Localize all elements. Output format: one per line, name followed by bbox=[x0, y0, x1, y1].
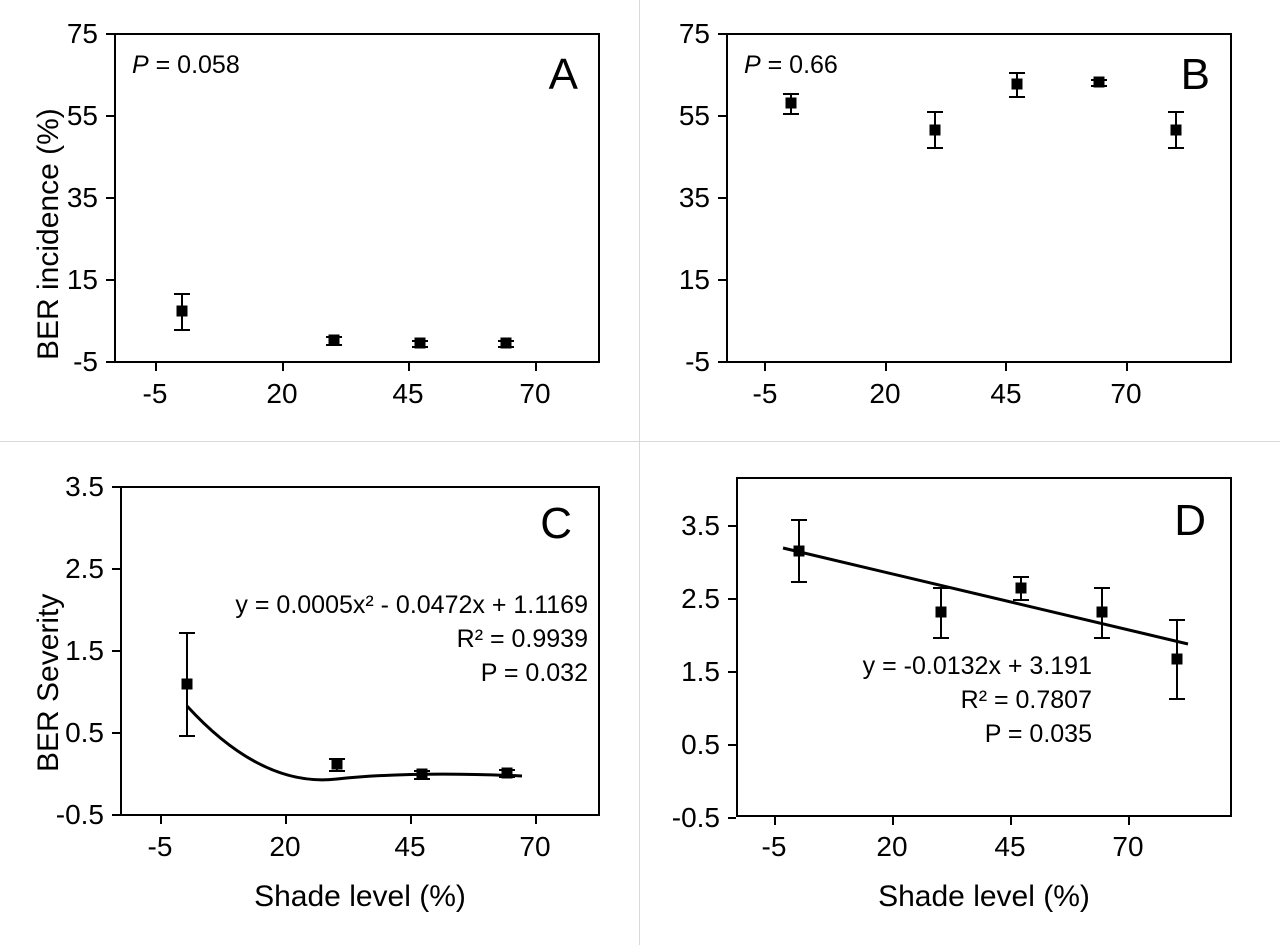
panel-d-pvalue-text: = 0.035 bbox=[1000, 720, 1092, 748]
panel-d-ytick-0.5: 0.5 bbox=[681, 729, 720, 760]
panel-a-datapoint bbox=[501, 338, 512, 349]
panel-c-pvalue-text: = 0.032 bbox=[496, 659, 588, 687]
panel-b-pvalue-symbol: P bbox=[744, 51, 761, 79]
panel-c-ytick-1.5: 1.5 bbox=[65, 635, 104, 666]
panel-b-xtick-mark-0 bbox=[764, 363, 766, 371]
panel-d-pvalue-symbol: P bbox=[984, 720, 1001, 748]
panel-d-xtick--5: -5 bbox=[761, 831, 787, 862]
panel-d-datapoint bbox=[1172, 654, 1183, 665]
panel-b-errorbar-cap-top bbox=[927, 111, 943, 113]
panel-b bbox=[640, 0, 1280, 441]
panel-c-datapoint bbox=[417, 769, 428, 780]
panel-b-errorbar-cap-bottom bbox=[783, 113, 799, 115]
panel-a-ytick-mark-4 bbox=[106, 361, 114, 363]
panel-c-xtick-70: 70 bbox=[519, 831, 551, 862]
panel-a-errorbar-cap-bottom bbox=[174, 329, 190, 331]
panel-d-xtick-mark-1 bbox=[892, 817, 894, 825]
panel-d-ytick-mark-0 bbox=[728, 525, 736, 527]
panel-d-xtick-mark-3 bbox=[1128, 817, 1130, 825]
panel-b-errorbar-cap-top bbox=[783, 93, 799, 95]
panel-b-pvalue-annotation bbox=[744, 49, 838, 81]
panel-b-errorbar-cap-bottom bbox=[1168, 147, 1184, 149]
panel-d-equation-line: y = -0.0132x + 3.191 bbox=[862, 652, 1092, 680]
panel-d-errorbar-cap-bottom bbox=[1094, 637, 1110, 639]
panel-d-errorbar-cap-bottom bbox=[1013, 599, 1029, 601]
panel-a-xtick-mark-2 bbox=[408, 363, 410, 371]
panel-b-datapoint bbox=[1012, 79, 1023, 90]
panel-b-xtick-mark-3 bbox=[1126, 363, 1128, 371]
panel-c-datapoint bbox=[332, 759, 343, 770]
panel-b-plot-area bbox=[726, 33, 1232, 363]
panel-a-ytick-55: 55 bbox=[66, 100, 98, 131]
panel-c-ytick-3.5: 3.5 bbox=[65, 471, 104, 502]
panel-d-errorbar-cap-top bbox=[933, 587, 949, 589]
panel-c-xtick--5: -5 bbox=[147, 831, 173, 862]
panel-a-ytick-mark-0 bbox=[106, 33, 114, 35]
panel-b-ytick-mark-0 bbox=[718, 33, 726, 35]
panel-d-errorbar-cap-bottom bbox=[791, 581, 807, 583]
panel-b-ytick-mark-2 bbox=[718, 197, 726, 199]
panel-a-xtick--5: -5 bbox=[142, 378, 168, 409]
panel-d-ytick-3.5: 3.5 bbox=[681, 510, 720, 541]
panel-a-datapoint bbox=[177, 306, 188, 317]
panel-d-errorbar-cap-bottom bbox=[933, 637, 949, 639]
panel-d-r2-line: R² = 0.7807 bbox=[960, 686, 1092, 714]
panel-d-datapoint bbox=[936, 607, 947, 618]
panel-a bbox=[0, 0, 639, 441]
panel-a-xtick-mark-3 bbox=[535, 363, 537, 371]
panel-b-ytick-35: 35 bbox=[678, 182, 710, 213]
panel-d-datapoint bbox=[794, 546, 805, 557]
panel-a-ytick-mark-1 bbox=[106, 115, 114, 117]
panel-a-pvalue-text: = 0.058 bbox=[148, 51, 240, 79]
panel-a-xtick-mark-1 bbox=[282, 363, 284, 371]
panel-c-ytick-mark-4 bbox=[112, 814, 120, 816]
panel-a-xtick-45: 45 bbox=[392, 378, 424, 409]
panel-b-xtick--5: -5 bbox=[752, 378, 778, 409]
panel-b-ytick-15: 15 bbox=[678, 264, 710, 295]
panel-a-ytick-mark-2 bbox=[106, 197, 114, 199]
panel-b-xtick-20: 20 bbox=[869, 378, 901, 409]
panel-d-xtick-mark-0 bbox=[774, 817, 776, 825]
panel-d-xtick-mark-2 bbox=[1010, 817, 1012, 825]
panel-a-xtick-mark-0 bbox=[155, 363, 157, 371]
panel-b-datapoint bbox=[1094, 77, 1105, 88]
panel-c-xtick-mark-1 bbox=[285, 816, 287, 824]
panel-c-errorbar-cap-top bbox=[179, 632, 195, 634]
panel-a-xtick-20: 20 bbox=[266, 378, 298, 409]
panel-b-errorbar-cap-bottom bbox=[927, 147, 943, 149]
panel-a-ytick-15: 15 bbox=[66, 264, 98, 295]
panel-c-x-axis-title: Shade level (%) bbox=[254, 880, 466, 913]
panel-a-ytick-75: 75 bbox=[66, 18, 98, 49]
panel-c-datapoint bbox=[182, 679, 193, 690]
panel-c-fit-curve bbox=[122, 488, 602, 818]
panel-c-ytick--0.5: -0.5 bbox=[55, 799, 104, 830]
panel-b-errorbar-cap-bottom bbox=[1009, 96, 1025, 98]
panel-d-x-axis-title: Shade level (%) bbox=[878, 880, 1090, 913]
panel-d-errorbar-cap-top bbox=[1094, 587, 1110, 589]
panel-b-xtick-45: 45 bbox=[990, 378, 1022, 409]
panel-d-errorbar-cap-bottom bbox=[1169, 698, 1185, 700]
panel-b-errorbar-cap-top bbox=[1168, 111, 1184, 113]
panel-c-equation-line: y = 0.0005x² - 0.0472x + 1.1169 bbox=[235, 591, 588, 619]
panel-b-datapoint bbox=[1171, 125, 1182, 136]
panel-d-ytick--0.5: -0.5 bbox=[671, 802, 720, 833]
panel-b-ytick-75: 75 bbox=[678, 18, 710, 49]
panel-b-datapoint bbox=[930, 125, 941, 136]
panel-a-xtick-70: 70 bbox=[519, 378, 551, 409]
panel-c-xtick-mark-0 bbox=[160, 816, 162, 824]
panel-d-xtick-70: 70 bbox=[1112, 831, 1144, 862]
panel-b-datapoint bbox=[786, 98, 797, 109]
panel-d-ytick-mark-3 bbox=[728, 744, 736, 746]
panel-a-y-axis-title: BER incidence (%) bbox=[32, 108, 65, 360]
panel-d-fit-line bbox=[738, 479, 1234, 819]
panel-d-ytick-mark-2 bbox=[728, 671, 736, 673]
panel-b-ytick-mark-3 bbox=[718, 279, 726, 281]
panel-c-plot-area bbox=[120, 486, 600, 816]
panel-c-ytick-mark-2 bbox=[112, 650, 120, 652]
panel-b-xtick-mark-1 bbox=[885, 363, 887, 371]
panel-c-ytick-mark-3 bbox=[112, 732, 120, 734]
panel-a-letter: A bbox=[548, 50, 578, 99]
panel-d-errorbar-cap-top bbox=[791, 519, 807, 521]
panel-a-plot-area bbox=[114, 33, 600, 363]
panel-a-ytick--5: -5 bbox=[73, 346, 98, 377]
panel-c-xtick-mark-3 bbox=[535, 816, 537, 824]
panel-d-datapoint bbox=[1016, 583, 1027, 594]
panel-b-ytick-mark-1 bbox=[718, 115, 726, 117]
panel-c-xtick-mark-2 bbox=[410, 816, 412, 824]
panel-d-ytick-mark-4 bbox=[728, 817, 736, 819]
panel-d-plot-area bbox=[736, 477, 1232, 817]
panel-a-errorbar-cap-top bbox=[174, 293, 190, 295]
panel-b-xtick-mark-2 bbox=[1005, 363, 1007, 371]
panel-b-pvalue-text: = 0.66 bbox=[760, 51, 838, 79]
panel-d-ytick-2.5: 2.5 bbox=[681, 583, 720, 614]
panel-c-datapoint bbox=[502, 768, 513, 779]
panel-c-errorbar-cap-bottom bbox=[329, 770, 345, 772]
panel-c-xtick-45: 45 bbox=[394, 831, 426, 862]
panel-d-errorbar-cap-top bbox=[1013, 576, 1029, 578]
panel-c-errorbar-cap-bottom bbox=[179, 735, 195, 737]
panel-a-ytick-35: 35 bbox=[66, 182, 98, 213]
panel-c-ytick-0.5: 0.5 bbox=[65, 717, 104, 748]
panel-b-xtick-70: 70 bbox=[1110, 378, 1142, 409]
panel-c-r2-line: R² = 0.9939 bbox=[456, 625, 588, 653]
panel-b-ytick--5: -5 bbox=[685, 346, 710, 377]
panel-b-ytick-mark-4 bbox=[718, 361, 726, 363]
panel-d-xtick-20: 20 bbox=[876, 831, 908, 862]
panel-d-datapoint bbox=[1097, 607, 1108, 618]
panel-d-xtick-45: 45 bbox=[994, 831, 1026, 862]
panel-d-ytick-mark-1 bbox=[728, 598, 736, 600]
panel-c-y-axis-title: BER Severity bbox=[32, 593, 65, 772]
panel-a-datapoint bbox=[415, 338, 426, 349]
panel-a-pvalue-annotation bbox=[132, 49, 240, 81]
panel-d-errorbar-cap-top bbox=[1169, 619, 1185, 621]
panel-c-pvalue-symbol: P bbox=[480, 659, 497, 687]
panel-c-ytick-mark-0 bbox=[112, 486, 120, 488]
panel-d-letter: D bbox=[1174, 496, 1206, 545]
panel-a-ytick-mark-3 bbox=[106, 279, 114, 281]
panel-c-xtick-20: 20 bbox=[269, 831, 301, 862]
panel-c-ytick-mark-1 bbox=[112, 568, 120, 570]
panel-d bbox=[640, 442, 1280, 945]
panel-c-letter: C bbox=[540, 499, 572, 548]
panel-b-letter: B bbox=[1180, 50, 1210, 99]
panel-b-ytick-55: 55 bbox=[678, 100, 710, 131]
panel-d-ytick-1.5: 1.5 bbox=[681, 656, 720, 687]
panel-c bbox=[0, 442, 639, 945]
panel-a-pvalue-symbol: P bbox=[132, 51, 149, 79]
panel-a-datapoint bbox=[329, 335, 340, 346]
panel-c-ytick-2.5: 2.5 bbox=[65, 553, 104, 584]
panel-b-errorbar-cap-top bbox=[1009, 72, 1025, 74]
